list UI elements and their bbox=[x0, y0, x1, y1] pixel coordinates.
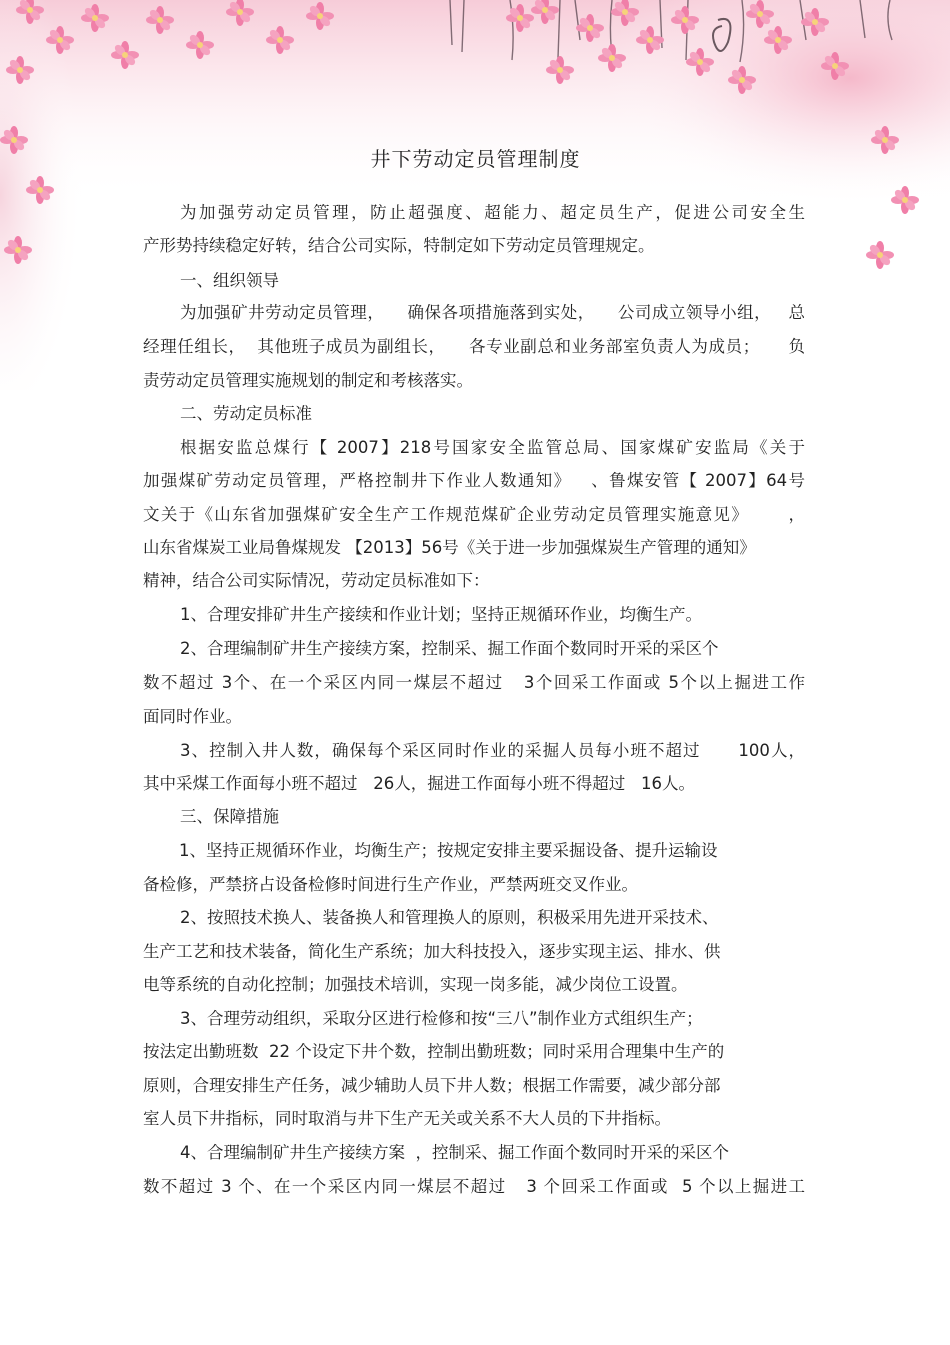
list-item: 4、合理编制矿井生产接续方案 ，控制采、掘工作面个数同时开采的采区个 bbox=[180, 1143, 729, 1162]
list-item: 2、合理编制矿井生产接续方案，控制采、掘工作面个数同时开采的采区个 bbox=[180, 639, 719, 658]
list-item: 2、按照技术换人、装备换人和管理换人的原则，积极采用先进开采技术、 bbox=[180, 908, 719, 927]
list-item: 3、控制入井人数，确保每个采区同时作业的采掘人员每小班不超过 100人， bbox=[180, 741, 805, 760]
paragraph-line: 产形势持续稳定好转，结合公司实际，特制定如下劳动定员管理规定。 bbox=[143, 236, 655, 255]
section-heading: 一、组织领导 bbox=[180, 271, 279, 290]
list-item: 1、合理安排矿井生产接续和作业计划；坚持正规循环作业，均衡生产。 bbox=[180, 605, 702, 624]
paragraph-line: 为加强矿井劳动定员管理， 确保各项措施落到实处， 公司成立领导小组， 总 bbox=[180, 303, 805, 322]
floral-header-decoration bbox=[0, 0, 950, 390]
paragraph-line: 原则，合理安排生产任务，减少辅助人员下井人数；根据工作需要，减少部分部 bbox=[143, 1076, 721, 1095]
paragraph-line: 数不超过 3个、在一个采区内同一煤层不超过 3个回采工作面或 5个以上掘进工作 bbox=[143, 673, 805, 692]
paragraph-line: 备检修，严禁挤占设备检修时间进行生产作业，严禁两班交叉作业。 bbox=[143, 875, 638, 894]
paragraph-line: 数不超过 3 个、在一个采区内同一煤层不超过 3 个回采工作面或 5 个以上掘进工 bbox=[143, 1177, 805, 1196]
paragraph-line: 电等系统的自动化控制；加强技术培训，实现一岗多能，减少岗位工设置。 bbox=[143, 975, 688, 994]
paragraph-line: 其中采煤工作面每小班不超过 26人，掘进工作面每小班不得超过 16人。 bbox=[143, 774, 695, 793]
paragraph-line: 山东省煤炭工业局鲁煤规发 【2013】56号《关于进一步加强煤炭生产管理的通知》 bbox=[143, 538, 756, 557]
list-item: 3、合理劳动组织，采取分区进行检修和按“三八”制作业方式组织生产； bbox=[180, 1009, 703, 1028]
paragraph-line: 加强煤矿劳动定员管理，严格控制井下作业人数通知》 、鲁煤安管【 2007】64号 bbox=[143, 471, 805, 490]
paragraph-line: 面同时作业。 bbox=[143, 707, 242, 726]
paragraph-line: 经理任组长， 其他班子成员为副组长， 各专业副总和业务部室负责人为成员； 负 bbox=[143, 337, 805, 356]
paragraph-line: 为加强劳动定员管理，防止超强度、超能力、超定员生产，促进公司安全生 bbox=[180, 203, 805, 222]
paragraph-line: 按法定出勤班数 22 个设定下井个数，控制出勤班数；同时采用合理集中生产的 bbox=[143, 1042, 725, 1061]
section-heading: 二、劳动定员标准 bbox=[180, 404, 312, 423]
document-title: 井下劳动定员管理制度 bbox=[370, 147, 581, 171]
paragraph-line: 室人员下井指标，同时取消与井下生产无关或关系不大人员的下井指标。 bbox=[143, 1109, 671, 1128]
list-item: 1、坚持正规循环作业，均衡生产；按规定安排主要采掘设备、提升运输设 bbox=[179, 841, 718, 860]
paragraph-line: 文关于《山东省加强煤矿安全生产工作规范煤矿企业劳动定员管理实施意见》 ， bbox=[143, 505, 805, 524]
paragraph-line: 责劳动定员管理实施规划的制定和考核落实。 bbox=[143, 371, 473, 390]
section-heading: 三、保障措施 bbox=[180, 807, 279, 826]
paragraph-line: 精神，结合公司实际情况，劳动定员标准如下： bbox=[143, 571, 490, 590]
paragraph-line: 根据安监总煤行【 2007】218号国家安全监管总局、国家煤矿安监局《关于 bbox=[180, 438, 805, 457]
paragraph-line: 生产工艺和技术装备，简化生产系统；加大科技投入，逐步实现主运、排水、供 bbox=[143, 942, 721, 961]
